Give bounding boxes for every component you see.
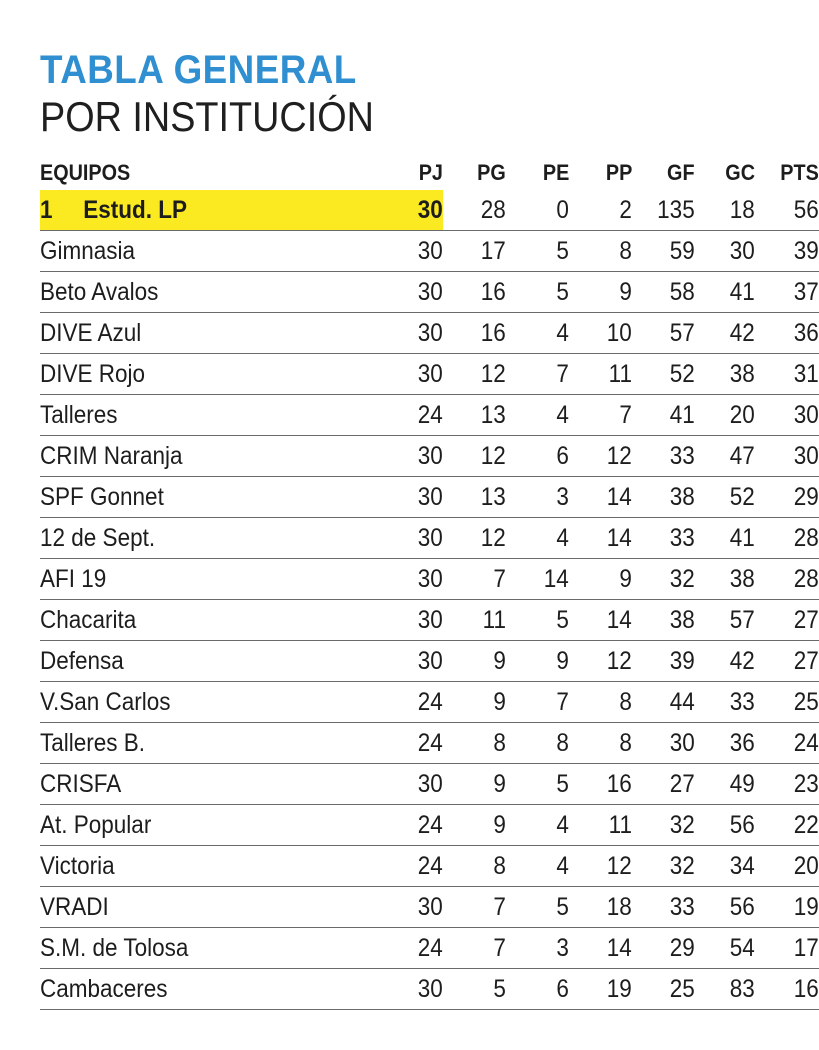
- team-name-cell: [40, 641, 380, 682]
- column-header-gc: GC: [725, 160, 755, 185]
- stat-cell-pts: 37: [755, 272, 819, 313]
- team-name-cell: [40, 395, 380, 436]
- stat-cell-pg: 7: [443, 887, 506, 928]
- table-row: [40, 518, 819, 559]
- table-row: [40, 231, 819, 272]
- stat-cell-gf: 57: [632, 313, 695, 354]
- table-row: [40, 477, 819, 518]
- table-row: [40, 969, 819, 1010]
- stat-cell-pg: 9: [443, 764, 506, 805]
- stat-cell-gc: 49: [695, 764, 755, 805]
- team-name: Beto Avalos: [40, 277, 159, 306]
- stat-cell-pp: 9: [569, 272, 632, 313]
- stat-cell-pe: 5: [506, 231, 569, 272]
- team-name: SPF Gonnet: [40, 482, 164, 511]
- position-number: 1: [40, 195, 53, 224]
- stat-cell-pts: 39: [755, 231, 819, 272]
- team-name-cell: [40, 313, 380, 354]
- stat-cell-pj: 30: [380, 272, 443, 313]
- stat-cell-pj: 30: [380, 313, 443, 354]
- stat-cell-gc: 20: [695, 395, 755, 436]
- team-name-cell: [40, 928, 380, 969]
- stat-cell-gf: 44: [632, 682, 695, 723]
- team-name-cell: [40, 600, 380, 641]
- team-name: Defensa: [40, 646, 124, 675]
- stat-cell-pj: 30: [380, 354, 443, 395]
- stat-cell-pts: 17: [755, 928, 819, 969]
- stat-cell-pp: 12: [569, 436, 632, 477]
- stat-cell-pg: 9: [443, 805, 506, 846]
- column-header-pts: PTS: [780, 160, 819, 185]
- table-row: [40, 887, 819, 928]
- stat-cell-gc: 56: [695, 887, 755, 928]
- stat-cell-gc: 47: [695, 436, 755, 477]
- team-name-cell: [40, 969, 380, 1010]
- stat-cell-gf: 38: [632, 477, 695, 518]
- stat-cell-pj: 24: [380, 805, 443, 846]
- standings-table: [40, 156, 819, 1010]
- stat-cell-pe: 14: [506, 559, 569, 600]
- stat-cell-gc: 57: [695, 600, 755, 641]
- stat-cell-pp: 9: [569, 559, 632, 600]
- stat-cell-gf: 32: [632, 559, 695, 600]
- stat-cell-gf: 135: [632, 190, 695, 231]
- stat-cell-gf: 30: [632, 723, 695, 764]
- stat-cell-pg: 9: [443, 641, 506, 682]
- stat-cell-pj: 24: [380, 682, 443, 723]
- stat-cell-pts: 22: [755, 805, 819, 846]
- stat-cell-pe: 5: [506, 887, 569, 928]
- team-name: DIVE Rojo: [40, 359, 146, 388]
- stat-cell-pp: 8: [569, 723, 632, 764]
- stat-cell-gf: 52: [632, 354, 695, 395]
- stat-cell-pts: 23: [755, 764, 819, 805]
- stat-cell-pe: 5: [506, 764, 569, 805]
- stat-cell-gc: 30: [695, 231, 755, 272]
- team-name: At. Popular: [40, 810, 152, 839]
- stat-cell-pp: 7: [569, 395, 632, 436]
- stat-cell-pe: 7: [506, 682, 569, 723]
- table-row: [40, 723, 819, 764]
- stat-cell-pg: 7: [443, 928, 506, 969]
- page-title: TABLA GENERAL: [40, 48, 357, 92]
- stat-cell-pj: 30: [380, 969, 443, 1010]
- team-name-cell: [40, 846, 380, 887]
- stat-cell-pp: 14: [569, 928, 632, 969]
- team-name-cell: [40, 805, 380, 846]
- stat-cell-pg: 12: [443, 518, 506, 559]
- page-subtitle: POR INSTITUCIÓN: [40, 93, 374, 140]
- stat-cell-pts: 20: [755, 846, 819, 887]
- table-body: [40, 190, 819, 1010]
- stat-cell-pts: 29: [755, 477, 819, 518]
- table-row: [40, 846, 819, 887]
- stat-cell-pe: 0: [506, 190, 569, 231]
- stat-cell-gf: 33: [632, 436, 695, 477]
- table-row: [40, 436, 819, 477]
- stat-cell-pe: 6: [506, 436, 569, 477]
- stat-cell-pj: 30: [380, 887, 443, 928]
- team-name: Cambaceres: [40, 974, 168, 1003]
- stat-cell-pj: 30: [380, 477, 443, 518]
- stat-cell-pg: 16: [443, 313, 506, 354]
- table-row: [40, 190, 819, 231]
- stat-cell-pg: 17: [443, 231, 506, 272]
- stat-cell-pts: 25: [755, 682, 819, 723]
- stat-cell-pe: 3: [506, 477, 569, 518]
- stat-cell-pp: 18: [569, 887, 632, 928]
- team-name-cell: [40, 518, 380, 559]
- stat-cell-pj: 24: [380, 846, 443, 887]
- stat-cell-gf: 33: [632, 518, 695, 559]
- stat-cell-pts: 56: [755, 190, 819, 231]
- table-row: [40, 313, 819, 354]
- stat-cell-gc: 54: [695, 928, 755, 969]
- stat-cell-gf: 41: [632, 395, 695, 436]
- stat-cell-gc: 36: [695, 723, 755, 764]
- team-name-cell: [40, 764, 380, 805]
- column-header-pg: PG: [477, 160, 506, 185]
- stat-cell-gc: 41: [695, 272, 755, 313]
- team-name: Chacarita: [40, 605, 137, 634]
- team-name-cell: [40, 231, 380, 272]
- stat-cell-pp: 11: [569, 354, 632, 395]
- stat-cell-pj: 30: [380, 764, 443, 805]
- stat-cell-pp: 14: [569, 518, 632, 559]
- column-header-equipos: EQUIPOS: [40, 160, 131, 185]
- stat-cell-pj: 30: [380, 641, 443, 682]
- stat-cell-pe: 4: [506, 518, 569, 559]
- team-name-cell: [40, 272, 380, 313]
- stat-cell-pp: 14: [569, 600, 632, 641]
- stat-cell-gc: 33: [695, 682, 755, 723]
- stat-cell-pe: 4: [506, 395, 569, 436]
- stat-cell-pp: 12: [569, 846, 632, 887]
- stat-cell-pg: 16: [443, 272, 506, 313]
- stat-cell-pp: 8: [569, 231, 632, 272]
- stat-cell-pts: 28: [755, 518, 819, 559]
- stat-cell-pg: 12: [443, 436, 506, 477]
- stat-cell-pj: 30: [380, 600, 443, 641]
- stat-cell-pg: 9: [443, 682, 506, 723]
- stat-cell-pts: 30: [755, 395, 819, 436]
- team-name: Estud. LP: [83, 195, 187, 224]
- team-name: Talleres: [40, 400, 118, 429]
- team-name: S.M. de Tolosa: [40, 933, 189, 962]
- stat-cell-pe: 4: [506, 313, 569, 354]
- stat-cell-gc: 83: [695, 969, 755, 1010]
- stat-cell-pp: 16: [569, 764, 632, 805]
- team-name-cell: [40, 682, 380, 723]
- stat-cell-pp: 14: [569, 477, 632, 518]
- stat-cell-pg: 7: [443, 559, 506, 600]
- stat-cell-gc: 42: [695, 641, 755, 682]
- stat-cell-pg: 13: [443, 395, 506, 436]
- stat-cell-gf: 25: [632, 969, 695, 1010]
- stat-cell-gc: 56: [695, 805, 755, 846]
- team-name-cell: [40, 559, 380, 600]
- stat-cell-pp: 10: [569, 313, 632, 354]
- stat-cell-pg: 8: [443, 723, 506, 764]
- column-header-pp: PP: [605, 160, 632, 185]
- stat-cell-gf: 29: [632, 928, 695, 969]
- stat-cell-gf: 59: [632, 231, 695, 272]
- stat-cell-gf: 33: [632, 887, 695, 928]
- stat-cell-gf: 27: [632, 764, 695, 805]
- stat-cell-pj: 30: [380, 518, 443, 559]
- stat-cell-gc: 18: [695, 190, 755, 231]
- table-row: [40, 395, 819, 436]
- header-row: [40, 156, 819, 190]
- stat-cell-pj: 30: [380, 231, 443, 272]
- stat-cell-pts: 36: [755, 313, 819, 354]
- stat-cell-gc: 52: [695, 477, 755, 518]
- stat-cell-pe: 8: [506, 723, 569, 764]
- stat-cell-pe: 5: [506, 272, 569, 313]
- table-row: [40, 682, 819, 723]
- team-name-cell: [40, 190, 380, 231]
- column-header-pj: PJ: [418, 160, 443, 185]
- stat-cell-pp: 11: [569, 805, 632, 846]
- team-name: CRISFA: [40, 769, 122, 798]
- team-name: CRIM Naranja: [40, 441, 183, 470]
- stat-cell-gf: 32: [632, 805, 695, 846]
- stat-cell-pe: 6: [506, 969, 569, 1010]
- stat-cell-pp: 8: [569, 682, 632, 723]
- stat-cell-gc: 34: [695, 846, 755, 887]
- standings-panel: [40, 48, 819, 1010]
- stat-cell-pts: 24: [755, 723, 819, 764]
- stat-cell-pe: 4: [506, 805, 569, 846]
- stat-cell-gf: 39: [632, 641, 695, 682]
- stat-cell-pg: 12: [443, 354, 506, 395]
- stat-cell-pg: 28: [443, 190, 506, 231]
- stat-cell-pg: 5: [443, 969, 506, 1010]
- stat-cell-pts: 27: [755, 641, 819, 682]
- team-name-cell: [40, 436, 380, 477]
- team-name: V.San Carlos: [40, 687, 171, 716]
- stat-cell-gf: 38: [632, 600, 695, 641]
- stat-cell-gf: 32: [632, 846, 695, 887]
- stat-cell-gc: 38: [695, 354, 755, 395]
- table-row: [40, 600, 819, 641]
- stat-cell-pj: 30: [380, 190, 443, 231]
- stat-cell-pts: 31: [755, 354, 819, 395]
- team-name: AFI 19: [40, 564, 107, 593]
- stat-cell-pts: 30: [755, 436, 819, 477]
- team-name: VRADI: [40, 892, 109, 921]
- stat-cell-pg: 13: [443, 477, 506, 518]
- table-row: [40, 272, 819, 313]
- table-header: [40, 156, 819, 190]
- team-name-cell: [40, 477, 380, 518]
- stat-cell-pj: 30: [380, 559, 443, 600]
- team-name: DIVE Azul: [40, 318, 142, 347]
- team-name-cell: [40, 723, 380, 764]
- stat-cell-pp: 19: [569, 969, 632, 1010]
- column-header-gf: GF: [667, 160, 695, 185]
- stat-cell-pj: 24: [380, 928, 443, 969]
- team-name-cell: [40, 887, 380, 928]
- stat-cell-pe: 9: [506, 641, 569, 682]
- stat-cell-pj: 30: [380, 436, 443, 477]
- team-name: Gimnasia: [40, 236, 136, 265]
- stat-cell-pts: 16: [755, 969, 819, 1010]
- team-name: 12 de Sept.: [40, 523, 156, 552]
- table-row: [40, 354, 819, 395]
- table-row: [40, 805, 819, 846]
- stat-cell-pp: 2: [569, 190, 632, 231]
- stat-cell-gf: 58: [632, 272, 695, 313]
- stat-cell-pp: 12: [569, 641, 632, 682]
- stat-cell-pts: 28: [755, 559, 819, 600]
- table-row: [40, 764, 819, 805]
- stat-cell-pe: 7: [506, 354, 569, 395]
- team-name: Talleres B.: [40, 728, 146, 757]
- stat-cell-pg: 11: [443, 600, 506, 641]
- table-row: [40, 928, 819, 969]
- stat-cell-pg: 8: [443, 846, 506, 887]
- stat-cell-pe: 5: [506, 600, 569, 641]
- table-row: [40, 559, 819, 600]
- stat-cell-pts: 19: [755, 887, 819, 928]
- stat-cell-pj: 24: [380, 395, 443, 436]
- team-name: Victoria: [40, 851, 115, 880]
- stat-cell-pj: 24: [380, 723, 443, 764]
- stat-cell-pe: 3: [506, 928, 569, 969]
- stat-cell-pts: 27: [755, 600, 819, 641]
- stat-cell-gc: 42: [695, 313, 755, 354]
- stat-cell-pe: 4: [506, 846, 569, 887]
- stat-cell-gc: 38: [695, 559, 755, 600]
- stat-cell-gc: 41: [695, 518, 755, 559]
- team-name-cell: [40, 354, 380, 395]
- column-header-pe: PE: [542, 160, 569, 185]
- table-row: [40, 641, 819, 682]
